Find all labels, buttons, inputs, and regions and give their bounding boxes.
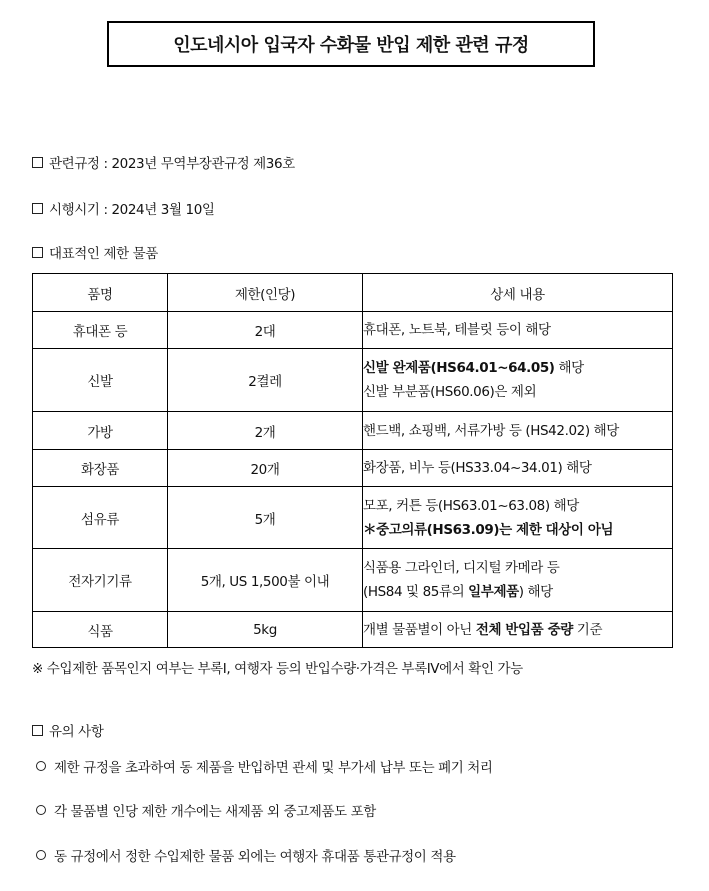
limit-cell: 20개 [168, 450, 363, 487]
detail-text: 개별 물품별이 아닌 [363, 621, 476, 638]
document-title: 인도네시아 입국자 수화물 반입 제한 관련 규정 [107, 21, 595, 67]
table-row [33, 549, 673, 612]
table-row [33, 412, 673, 450]
checkbox-square-icon [32, 247, 43, 258]
note-item-text: 동 규정에서 정한 수입제한 물품 외에는 여행자 휴대품 통관규정이 적용 [54, 849, 456, 865]
item-cell: 가방 [33, 412, 168, 450]
limit-cell: 5개, US 1,500불 이내 [168, 549, 363, 612]
detail-cell [363, 487, 673, 549]
detail-text: 식품용 그라인더, 디지털 카메라 등 [363, 560, 560, 576]
item-cell: 신발 [33, 349, 168, 412]
limit-cell: 2대 [168, 312, 363, 349]
effective-date-text: 시행시기 : 2024년 3월 10일 [49, 202, 215, 218]
table-row [33, 349, 673, 412]
detail-cell: 핸드백, 쇼핑백, 서류가방 등 (HS42.02) 해당 [363, 412, 673, 450]
detail-text: (HS84 및 85류의 [363, 584, 469, 600]
circle-bullet-icon [36, 850, 46, 860]
items-heading-line [32, 242, 158, 262]
limit-cell: 2개 [168, 412, 363, 450]
regulation-text: 관련규정 : 2023년 무역부장관규정 제36호 [49, 156, 295, 172]
detail-cell [363, 612, 673, 648]
items-heading-text: 대표적인 제한 물품 [49, 246, 158, 262]
item-cell: 휴대폰 등 [33, 312, 168, 349]
detail-cell [363, 549, 673, 612]
limit-cell: 5개 [168, 487, 363, 549]
notes-heading-text: 유의 사항 [49, 724, 104, 740]
note-item [36, 845, 456, 865]
item-cell: 화장품 [33, 450, 168, 487]
table-row [33, 487, 673, 549]
checkbox-square-icon [32, 157, 43, 168]
column-header-limit: 제한(인당) [168, 274, 363, 312]
restricted-items-table [32, 273, 673, 648]
table-header-row [33, 274, 673, 312]
note-item-text: 각 물품별 인당 제한 개수에는 새제품 외 중고제품도 포함 [54, 804, 376, 820]
detail-bold-text: 신발 완제품(HS64.01~64.05) [363, 360, 555, 376]
detail-bold-text: 전체 반입품 중량 [475, 621, 573, 638]
detail-cell [363, 349, 673, 412]
detail-text: 모포, 커튼 등(HS63.01~63.08) 해당 [363, 497, 579, 514]
limit-cell: 5kg [168, 612, 363, 648]
detail-cell: 화장품, 비누 등(HS33.04~34.01) 해당 [363, 450, 673, 487]
detail-cell: 휴대폰, 노트북, 테블릿 등이 해당 [363, 312, 673, 349]
detail-text: ) 해당 [518, 584, 553, 600]
detail-text: 기준 [572, 621, 603, 638]
checkbox-square-icon [32, 725, 43, 736]
effective-date-line [32, 198, 215, 218]
note-item [36, 800, 376, 820]
detail-bold-text: 일부제품 [468, 584, 519, 600]
table-row [33, 312, 673, 349]
item-cell: 전자기기류 [33, 549, 168, 612]
footnote: ※ 수입제한 품목인지 여부는 부록I, 여행자 등의 반입수량·가격은 부록IV에서 확인 가능 [32, 661, 523, 677]
detail-bold-text: ＊중고의류(HS63.09)는 제한 대상이 아님 [363, 521, 614, 538]
regulation-line [32, 152, 295, 172]
column-header-item: 품명 [33, 274, 168, 312]
table-row [33, 612, 673, 648]
detail-text: 신발 부분품(HS60.06)은 제외 [363, 384, 537, 400]
detail-text: 해당 [554, 360, 584, 376]
item-cell: 식품 [33, 612, 168, 648]
note-item-text: 제한 규정을 초과하여 동 제품을 반입하면 관세 및 부가세 납부 또는 폐기 처리 [54, 760, 493, 776]
checkbox-square-icon [32, 203, 43, 214]
circle-bullet-icon [36, 805, 46, 815]
table-row [33, 450, 673, 487]
item-cell: 섬유류 [33, 487, 168, 549]
column-header-detail: 상세 내용 [363, 274, 673, 312]
note-item [36, 756, 493, 776]
circle-bullet-icon [36, 761, 46, 771]
notes-heading-line [32, 720, 103, 740]
limit-cell: 2켤레 [168, 349, 363, 412]
